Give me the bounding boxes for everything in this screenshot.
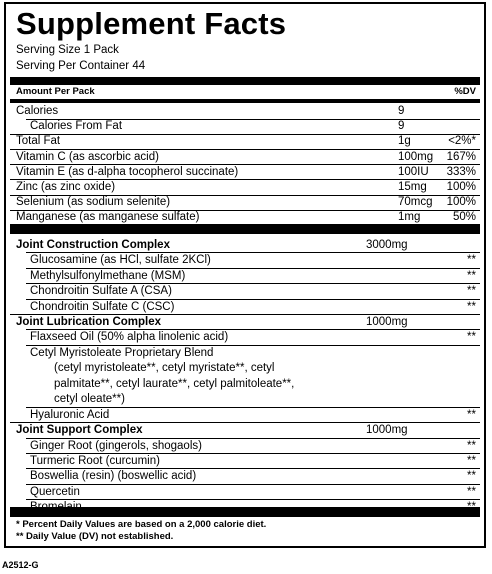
serving-size: Serving Size 1 Pack (16, 44, 119, 56)
ingredient-dv: ** (467, 300, 476, 313)
thick-divider (10, 224, 480, 234)
nutrient-name: Vitamin E (as d-alpha tocopherol succinate) (16, 165, 239, 178)
blend-detail-text: (cetyl myristoleate**, cetyl myristate**, cetyl (54, 362, 275, 375)
blend-detail-text: cetyl oleate**) (54, 393, 125, 406)
nutrient-name: Calories (16, 105, 59, 117)
nutrient-dv: 100% (446, 181, 476, 193)
ingredient-name: Chondroitin Sulfate A (CSA) (30, 285, 172, 298)
footnote-not-established: ** Daily Value (DV) not established. (16, 531, 174, 542)
servings-per-container: Serving Per Container 44 (16, 60, 146, 72)
ingredient-dv: ** (467, 439, 476, 452)
thick-divider (10, 507, 480, 517)
nutrient-amount: 1g (398, 135, 411, 148)
complex-amount: 3000mg (366, 239, 408, 251)
nutrient-dv: 333% (446, 165, 476, 178)
nutrient-amount: 100mg (398, 150, 434, 163)
nutrient-name: Total Fat (16, 135, 61, 148)
ingredient-name: Quercetin (30, 485, 80, 498)
nutrient-amount: 15mg (398, 181, 427, 193)
blend-detail-text: palmitate**, cetyl laurate**, cetyl palmitoleate**, (54, 377, 295, 390)
nutrient-dv: 100% (446, 196, 476, 209)
ingredient-dv: ** (467, 331, 476, 344)
complex-name: Joint Lubrication Complex (16, 316, 162, 328)
nutrient-dv: 167% (446, 150, 476, 163)
ingredient-dv: ** (467, 285, 476, 298)
complex-name: Joint Construction Complex (16, 239, 170, 251)
supplement-facts-panel (4, 2, 486, 548)
row-divider (26, 484, 480, 485)
nutrient-name: Zinc (as zinc oxide) (16, 181, 116, 193)
ingredient-dv: ** (467, 485, 476, 498)
ingredient-name: Flaxseed Oil (50% alpha linolenic acid) (30, 331, 229, 344)
row-divider (26, 499, 480, 500)
ingredient-name: Chondroitin Sulfate C (CSC) (30, 300, 175, 313)
nutrient-name: Calories From Fat (30, 120, 123, 133)
thick-divider (10, 77, 480, 85)
nutrient-dv: 50% (452, 211, 476, 224)
panel-title: Supplement Facts (16, 6, 287, 41)
ingredient-name: Methylsulfonylmethane (MSM) (30, 269, 186, 282)
ingredient-name: Turmeric Root (curcumin) (30, 455, 160, 467)
nutrient-amount: 100IU (398, 165, 429, 178)
footnote-dv: * Percent Daily Values are based on a 2,000 calorie diet. (16, 519, 267, 530)
ingredient-name: Glucosamine (as HCl, sulfate 2KCl) (30, 254, 211, 267)
ingredient-dv: ** (467, 455, 476, 467)
blend-name: Cetyl Myristoleate Proprietary Blend (30, 346, 214, 359)
nutrient-name: Vitamin C (as ascorbic acid) (16, 150, 159, 163)
ingredient-dv: ** (467, 269, 476, 282)
product-code: A2512-G (2, 560, 39, 570)
amount-header: Amount Per Pack (16, 86, 95, 97)
nutrient-amount: 9 (398, 105, 405, 117)
nutrient-name: Manganese (as manganese sulfate) (16, 211, 200, 224)
ingredient-name: Boswellia (resin) (boswellic acid) (30, 470, 197, 483)
ingredient-dv: ** (467, 254, 476, 267)
ingredient-dv: ** (467, 408, 476, 421)
ingredient-dv: ** (467, 470, 476, 483)
nutrient-dv: <2%* (448, 135, 476, 148)
complex-amount: 1000mg (366, 316, 408, 328)
dv-header: %DV (454, 86, 476, 97)
nutrient-name: Selenium (as sodium selenite) (16, 196, 171, 209)
nutrient-amount: 9 (398, 120, 405, 133)
nutrient-amount: 70mcg (398, 196, 433, 209)
ingredient-name: Ginger Root (gingerols, shogaols) (30, 439, 202, 452)
medium-divider (10, 99, 480, 103)
complex-amount: 1000mg (366, 424, 408, 437)
ingredient-name: Hyaluronic Acid (30, 408, 110, 421)
nutrient-amount: 1mg (398, 211, 421, 224)
complex-name: Joint Support Complex (16, 424, 143, 437)
